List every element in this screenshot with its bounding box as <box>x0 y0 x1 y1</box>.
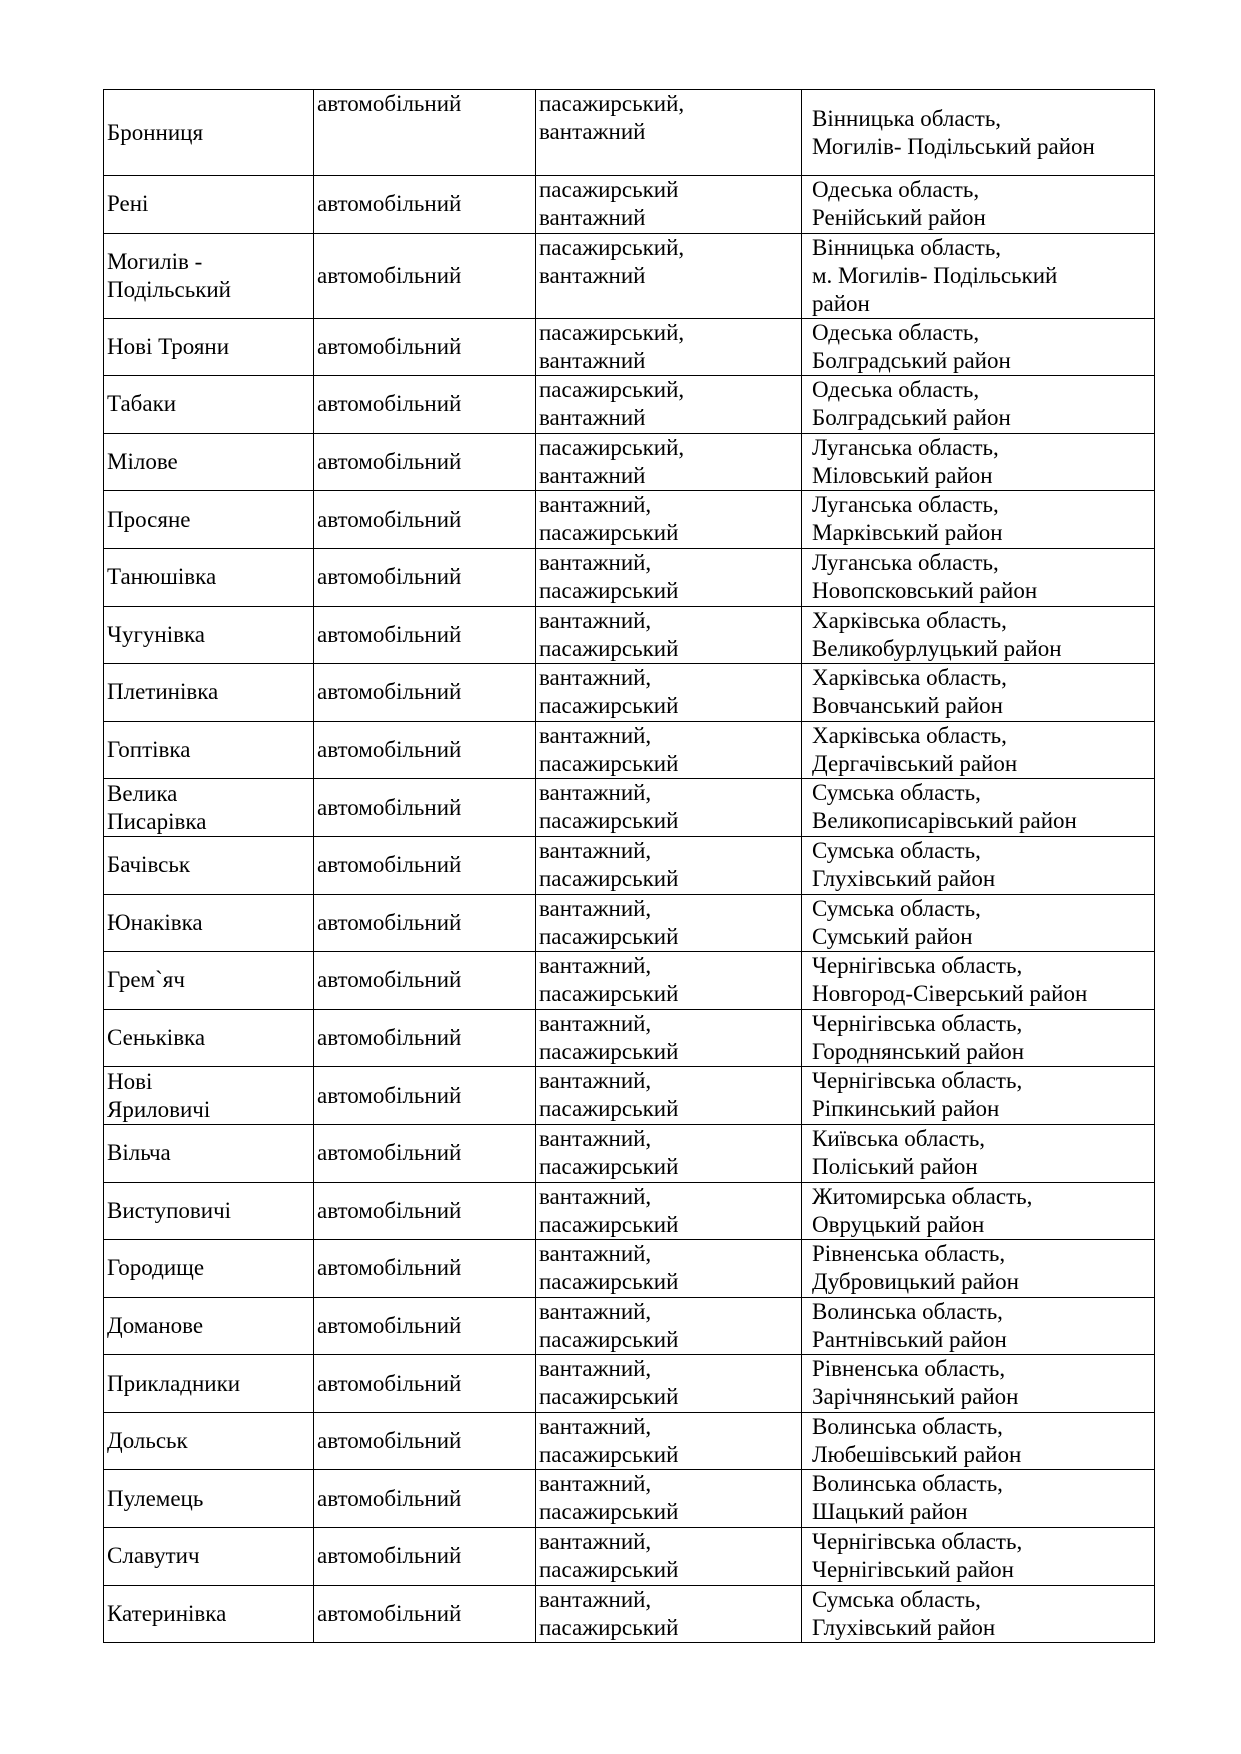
checkpoint-name-line: Подільський <box>107 276 231 302</box>
location-line: Марківський район <box>812 520 1003 546</box>
location-cell <box>802 1470 1155 1528</box>
transport-type-text: автомобільний <box>317 449 462 475</box>
traffic-kind-line: вантажний, <box>539 1125 652 1151</box>
checkpoint-name-line: Доманове <box>107 1312 204 1338</box>
transport-type-text: автомобільний <box>317 737 462 763</box>
transport-type-cell <box>314 1009 536 1067</box>
transport-type-text: автомобільний <box>317 1197 462 1223</box>
traffic-kind-line: пасажирський <box>539 1557 679 1583</box>
checkpoint-name-line: Нові Трояни <box>107 333 230 359</box>
checkpoint-name-line: Чугунівка <box>107 621 205 647</box>
traffic-kind-cell <box>536 233 802 318</box>
checkpoint-name-cell <box>104 90 314 176</box>
table-row <box>104 836 1155 894</box>
checkpoint-name-line: Нові <box>107 1068 153 1094</box>
location-line: Житомирська область, <box>812 1183 1033 1209</box>
checkpoint-name-line: Табаки <box>107 391 177 417</box>
location-cell <box>802 779 1155 837</box>
location-line: Дергачівський район <box>812 750 1018 776</box>
location-line: Новгород-Сіверський район <box>812 981 1088 1007</box>
transport-type-text: автомобільний <box>317 967 462 993</box>
location-line: Міловський район <box>812 462 993 488</box>
checkpoint-name-cell <box>104 664 314 722</box>
traffic-kind-cell <box>536 1585 802 1643</box>
traffic-kind-line: пасажирський <box>539 981 679 1007</box>
traffic-kind-line: вантажний, <box>539 607 652 633</box>
traffic-kind-line: пасажирський, <box>539 234 685 260</box>
table-row <box>104 491 1155 549</box>
transport-type-text: автомобільний <box>317 91 462 116</box>
traffic-kind-line: вантажний <box>539 347 646 373</box>
traffic-kind-line: пасажирський <box>539 1441 679 1467</box>
checkpoint-name-line: Дольськ <box>107 1428 188 1454</box>
traffic-kind-line: вантажний, <box>539 895 652 921</box>
location-line: Болградський район <box>812 405 1011 431</box>
traffic-kind-line: пасажирський <box>539 1153 679 1179</box>
traffic-kind-line: пасажирський <box>539 577 679 603</box>
checkpoint-name-line: Мілове <box>107 449 178 475</box>
table-row <box>104 1297 1155 1355</box>
table-row <box>104 1182 1155 1240</box>
table-row <box>104 548 1155 606</box>
transport-type-text: автомобільний <box>317 1082 462 1108</box>
checkpoint-name-cell <box>104 1412 314 1470</box>
traffic-kind-line: вантажний <box>539 262 646 288</box>
transport-type-text: автомобільний <box>317 852 462 878</box>
traffic-kind-line: вантажний, <box>539 1356 652 1382</box>
checkpoint-name-line: Бронниця <box>107 119 204 145</box>
traffic-kind-line: вантажний, <box>539 1471 652 1497</box>
location-cell <box>802 491 1155 549</box>
traffic-kind-line: пасажирський <box>539 1384 679 1410</box>
location-line: Харківська область, <box>812 665 1007 691</box>
transport-type-text: автомобільний <box>317 1485 462 1511</box>
checkpoint-name-cell <box>104 1124 314 1182</box>
location-line: Луганська область, <box>812 549 999 575</box>
traffic-kind-line: пасажирський <box>539 1499 679 1525</box>
transport-type-cell <box>314 1240 536 1298</box>
location-line: Шацький район <box>812 1499 968 1525</box>
traffic-kind-line: вантажний <box>539 405 646 431</box>
table-row <box>104 1124 1155 1182</box>
traffic-kind-line: пасажирський <box>539 177 679 202</box>
traffic-kind-cell <box>536 1528 802 1586</box>
location-line: Луганська область, <box>812 434 999 460</box>
traffic-kind-line: вантажний, <box>539 722 652 748</box>
transport-type-cell <box>314 318 536 376</box>
table-row <box>104 1412 1155 1470</box>
location-cell <box>802 1067 1155 1125</box>
checkpoint-name-cell <box>104 1009 314 1067</box>
transport-type-cell <box>314 1528 536 1586</box>
location-cell <box>802 1528 1155 1586</box>
checkpoint-name-cell <box>104 233 314 318</box>
traffic-kind-line: вантажний, <box>539 1529 652 1555</box>
location-cell <box>802 1240 1155 1298</box>
location-line: Могилів- Подільський район <box>812 133 1095 159</box>
checkpoint-name-cell <box>104 548 314 606</box>
location-cell <box>802 1009 1155 1067</box>
table-row <box>104 376 1155 434</box>
checkpoint-name-cell <box>104 721 314 779</box>
traffic-kind-cell <box>536 779 802 837</box>
transport-type-cell <box>314 779 536 837</box>
checkpoint-name-line: Рені <box>107 191 149 217</box>
traffic-kind-line: пасажирський <box>539 1038 679 1064</box>
location-line: Великописарівський район <box>812 808 1077 834</box>
checkpoint-name-line: Бачівськ <box>107 852 191 878</box>
transport-type-cell <box>314 721 536 779</box>
checkpoint-name-line: Гоптівка <box>107 737 191 763</box>
traffic-kind-cell <box>536 952 802 1010</box>
traffic-kind-cell <box>536 721 802 779</box>
location-cell <box>802 1182 1155 1240</box>
transport-type-text: автомобільний <box>317 506 462 532</box>
transport-type-cell <box>314 233 536 318</box>
checkpoint-name-line: Катеринівка <box>107 1600 227 1626</box>
traffic-kind-line: вантажний <box>539 119 646 144</box>
traffic-kind-cell <box>536 1124 802 1182</box>
traffic-kind-cell <box>536 1297 802 1355</box>
checkpoint-name-line: Пулемець <box>107 1485 204 1511</box>
location-line: Волинська область, <box>812 1471 1003 1497</box>
transport-type-cell <box>314 1182 536 1240</box>
traffic-kind-line: пасажирський <box>539 808 679 834</box>
traffic-kind-line: вантажний, <box>539 1010 652 1036</box>
traffic-kind-line: вантажний, <box>539 1586 652 1612</box>
traffic-kind-line: вантажний <box>539 205 646 230</box>
location-line: Ріпкинський район <box>812 1096 1000 1122</box>
location-cell <box>802 1297 1155 1355</box>
location-line: Сумська область, <box>812 1586 981 1612</box>
traffic-kind-line: пасажирський <box>539 750 679 776</box>
location-cell <box>802 1585 1155 1643</box>
checkpoint-name-cell <box>104 318 314 376</box>
traffic-kind-cell <box>536 1067 802 1125</box>
table-row <box>104 1528 1155 1586</box>
transport-type-cell <box>314 836 536 894</box>
traffic-kind-line: пасажирський <box>539 865 679 891</box>
checkpoint-name-cell <box>104 606 314 664</box>
location-line: м. Могилів- Подільський <box>812 262 1058 288</box>
traffic-kind-cell <box>536 318 802 376</box>
table-row <box>104 1067 1155 1125</box>
checkpoint-name-line: Виступовичі <box>107 1197 232 1223</box>
transport-type-text: автомобільний <box>317 1600 462 1626</box>
checkpoint-name-cell <box>104 1585 314 1643</box>
table-row <box>104 1470 1155 1528</box>
location-line: Глухівський район <box>812 865 996 891</box>
transport-type-text: автомобільний <box>317 1140 462 1166</box>
transport-type-cell <box>314 894 536 952</box>
location-cell <box>802 721 1155 779</box>
transport-type-text: автомобільний <box>317 1543 462 1569</box>
traffic-kind-line: пасажирський, <box>539 434 685 460</box>
location-cell <box>802 894 1155 952</box>
table-body <box>104 90 1155 1643</box>
traffic-kind-cell <box>536 836 802 894</box>
checkpoint-name-line: Славутич <box>107 1543 200 1569</box>
traffic-kind-line: вантажний, <box>539 837 652 863</box>
location-line: Вінницька область, <box>812 105 1002 131</box>
transport-type-cell <box>314 1355 536 1413</box>
checkpoint-name-line: Прикладники <box>107 1370 241 1396</box>
location-line: Зарічнянський район <box>812 1384 1019 1410</box>
checkpoint-name-cell <box>104 1067 314 1125</box>
checkpoint-name-cell <box>104 376 314 434</box>
checkpoint-name-line: Яриловичі <box>107 1096 211 1122</box>
table-row <box>104 1009 1155 1067</box>
traffic-kind-line: вантажний, <box>539 1068 652 1094</box>
transport-type-text: автомобільний <box>317 564 462 590</box>
checkpoint-name-line: Просяне <box>107 506 191 532</box>
location-line: Чернігівська область, <box>812 1010 1023 1036</box>
transport-type-text: автомобільний <box>317 391 462 417</box>
traffic-kind-line: пасажирський, <box>539 377 685 403</box>
traffic-kind-cell <box>536 1240 802 1298</box>
location-cell <box>802 1412 1155 1470</box>
location-line: Чернігівська область, <box>812 1529 1023 1555</box>
transport-type-cell <box>314 376 536 434</box>
table-row <box>104 1240 1155 1298</box>
table-row <box>104 894 1155 952</box>
checkpoint-name-line: Сеньківка <box>107 1025 206 1051</box>
transport-type-text: автомобільний <box>317 333 462 359</box>
location-cell <box>802 548 1155 606</box>
transport-type-text: автомобільний <box>317 262 462 288</box>
checkpoint-name-cell <box>104 836 314 894</box>
transport-type-cell <box>314 1585 536 1643</box>
checkpoint-name-cell <box>104 176 314 234</box>
table-row <box>104 721 1155 779</box>
traffic-kind-line: вантажний, <box>539 492 652 518</box>
checkpoint-name-line: Велика <box>107 780 178 806</box>
location-line: Одеська область, <box>812 177 980 202</box>
traffic-kind-line: вантажний, <box>539 549 652 575</box>
traffic-kind-line: пасажирський <box>539 1326 679 1352</box>
location-line: Рантнівський район <box>812 1326 1007 1352</box>
location-cell <box>802 433 1155 491</box>
location-line: Великобурлуцький район <box>812 635 1062 661</box>
traffic-kind-cell <box>536 1182 802 1240</box>
traffic-kind-cell <box>536 548 802 606</box>
table-row <box>104 664 1155 722</box>
location-line: Сумський район <box>812 923 973 949</box>
traffic-kind-line: пасажирський <box>539 520 679 546</box>
location-line: Городнянський район <box>812 1038 1025 1064</box>
traffic-kind-line: вантажний <box>539 462 646 488</box>
location-line: Вовчанський район <box>812 693 1003 719</box>
location-line: Чернігівський район <box>812 1557 1014 1583</box>
traffic-kind-line: вантажний, <box>539 665 652 691</box>
transport-type-cell <box>314 1470 536 1528</box>
location-line: Новопсковський район <box>812 577 1038 603</box>
transport-type-cell <box>314 1297 536 1355</box>
location-line: Волинська область, <box>812 1413 1003 1439</box>
traffic-kind-line: вантажний, <box>539 1298 652 1324</box>
traffic-kind-cell <box>536 606 802 664</box>
transport-type-cell <box>314 90 536 176</box>
traffic-kind-line: пасажирський, <box>539 91 685 116</box>
location-line: Вінницька область, <box>812 234 1002 260</box>
table-row <box>104 318 1155 376</box>
location-line: Чернігівська область, <box>812 1068 1023 1094</box>
traffic-kind-cell <box>536 1412 802 1470</box>
traffic-kind-cell <box>536 894 802 952</box>
location-cell <box>802 318 1155 376</box>
traffic-kind-line: вантажний, <box>539 1413 652 1439</box>
location-line: Волинська область, <box>812 1298 1003 1324</box>
table-row <box>104 233 1155 318</box>
traffic-kind-line: пасажирський <box>539 1096 679 1122</box>
location-line: Любешівський район <box>812 1441 1022 1467</box>
table-row <box>104 606 1155 664</box>
traffic-kind-cell <box>536 664 802 722</box>
location-line: Болградський район <box>812 347 1011 373</box>
transport-type-text: автомобільний <box>317 1428 462 1454</box>
location-cell <box>802 836 1155 894</box>
transport-type-cell <box>314 433 536 491</box>
location-line: Рівненська область, <box>812 1356 1006 1382</box>
table-row <box>104 779 1155 837</box>
checkpoint-name-line: Юнаківка <box>107 909 203 935</box>
checkpoint-name-line: Грем`яч <box>107 967 185 993</box>
table-row <box>104 90 1155 176</box>
checkpoint-name-cell <box>104 1182 314 1240</box>
transport-type-text: автомобільний <box>317 191 462 217</box>
location-line: Овруцький район <box>812 1211 985 1237</box>
location-cell <box>802 606 1155 664</box>
location-line: Рівненська область, <box>812 1241 1006 1267</box>
table-row <box>104 176 1155 234</box>
traffic-kind-line: вантажний, <box>539 953 652 979</box>
checkpoint-name-line: Плетинівка <box>107 679 219 705</box>
transport-type-cell <box>314 1067 536 1125</box>
traffic-kind-line: вантажний, <box>539 1241 652 1267</box>
transport-type-text: автомобільний <box>317 679 462 705</box>
location-line: Ренійський район <box>812 205 986 230</box>
checkpoint-name-cell <box>104 779 314 837</box>
table-row <box>104 1585 1155 1643</box>
location-line: Глухівський район <box>812 1614 996 1640</box>
transport-type-text: автомобільний <box>317 621 462 647</box>
location-line: Сумська область, <box>812 780 981 806</box>
table-row <box>104 952 1155 1010</box>
location-cell <box>802 176 1155 234</box>
location-line: Луганська область, <box>812 492 999 518</box>
location-cell <box>802 952 1155 1010</box>
location-line: Чернігівська область, <box>812 953 1023 979</box>
traffic-kind-cell <box>536 1009 802 1067</box>
location-cell <box>802 376 1155 434</box>
checkpoint-name-cell <box>104 491 314 549</box>
location-line: Харківська область, <box>812 607 1007 633</box>
location-line: район <box>812 290 870 316</box>
checkpoint-name-cell <box>104 894 314 952</box>
transport-type-cell <box>314 548 536 606</box>
traffic-kind-line: вантажний, <box>539 1183 652 1209</box>
location-line: Сумська область, <box>812 837 981 863</box>
checkpoint-name-cell <box>104 433 314 491</box>
checkpoint-name-line: Писарівка <box>107 808 207 834</box>
traffic-kind-line: вантажний, <box>539 780 652 806</box>
traffic-kind-cell <box>536 433 802 491</box>
traffic-kind-line: пасажирський <box>539 1269 679 1295</box>
checkpoint-name-cell <box>104 1355 314 1413</box>
transport-type-text: автомобільний <box>317 1255 462 1281</box>
traffic-kind-line: пасажирський <box>539 635 679 661</box>
traffic-kind-cell <box>536 1470 802 1528</box>
traffic-kind-cell <box>536 90 802 176</box>
transport-type-cell <box>314 1124 536 1182</box>
traffic-kind-cell <box>536 176 802 234</box>
traffic-kind-cell <box>536 376 802 434</box>
checkpoint-name-cell <box>104 1297 314 1355</box>
location-cell <box>802 1355 1155 1413</box>
location-cell <box>802 1124 1155 1182</box>
location-line: Харківська область, <box>812 722 1007 748</box>
location-line: Одеська область, <box>812 319 980 345</box>
traffic-kind-cell <box>536 491 802 549</box>
location-line: Поліський район <box>812 1153 978 1179</box>
checkpoint-name-line: Городище <box>107 1255 205 1281</box>
transport-type-cell <box>314 1412 536 1470</box>
transport-type-cell <box>314 491 536 549</box>
checkpoint-name-line: Танюшівка <box>107 564 217 590</box>
checkpoint-name-cell <box>104 1470 314 1528</box>
transport-type-cell <box>314 176 536 234</box>
traffic-kind-line: пасажирський <box>539 923 679 949</box>
checkpoints-table <box>103 89 1155 1643</box>
table-row <box>104 1355 1155 1413</box>
traffic-kind-cell <box>536 1355 802 1413</box>
transport-type-text: автомобільний <box>317 794 462 820</box>
location-line: Сумська область, <box>812 895 981 921</box>
location-line: Дубровицький район <box>812 1269 1019 1295</box>
location-cell <box>802 90 1155 176</box>
location-line: Одеська область, <box>812 377 980 403</box>
table-row <box>104 433 1155 491</box>
location-cell <box>802 233 1155 318</box>
transport-type-cell <box>314 606 536 664</box>
traffic-kind-line: пасажирський, <box>539 319 685 345</box>
traffic-kind-line: пасажирський <box>539 1211 679 1237</box>
transport-type-cell <box>314 952 536 1010</box>
checkpoint-name-line: Могилів - <box>107 248 203 274</box>
traffic-kind-line: пасажирський <box>539 693 679 719</box>
transport-type-text: автомобільний <box>317 1370 462 1396</box>
location-cell <box>802 664 1155 722</box>
location-line: Київська область, <box>812 1125 986 1151</box>
transport-type-text: автомобільний <box>317 1312 462 1338</box>
checkpoint-name-line: Вільча <box>107 1140 171 1166</box>
traffic-kind-line: пасажирський <box>539 1614 679 1640</box>
checkpoint-name-cell <box>104 952 314 1010</box>
checkpoint-name-cell <box>104 1528 314 1586</box>
checkpoint-name-cell <box>104 1240 314 1298</box>
transport-type-text: автомобільний <box>317 909 462 935</box>
transport-type-cell <box>314 664 536 722</box>
transport-type-text: автомобільний <box>317 1025 462 1051</box>
